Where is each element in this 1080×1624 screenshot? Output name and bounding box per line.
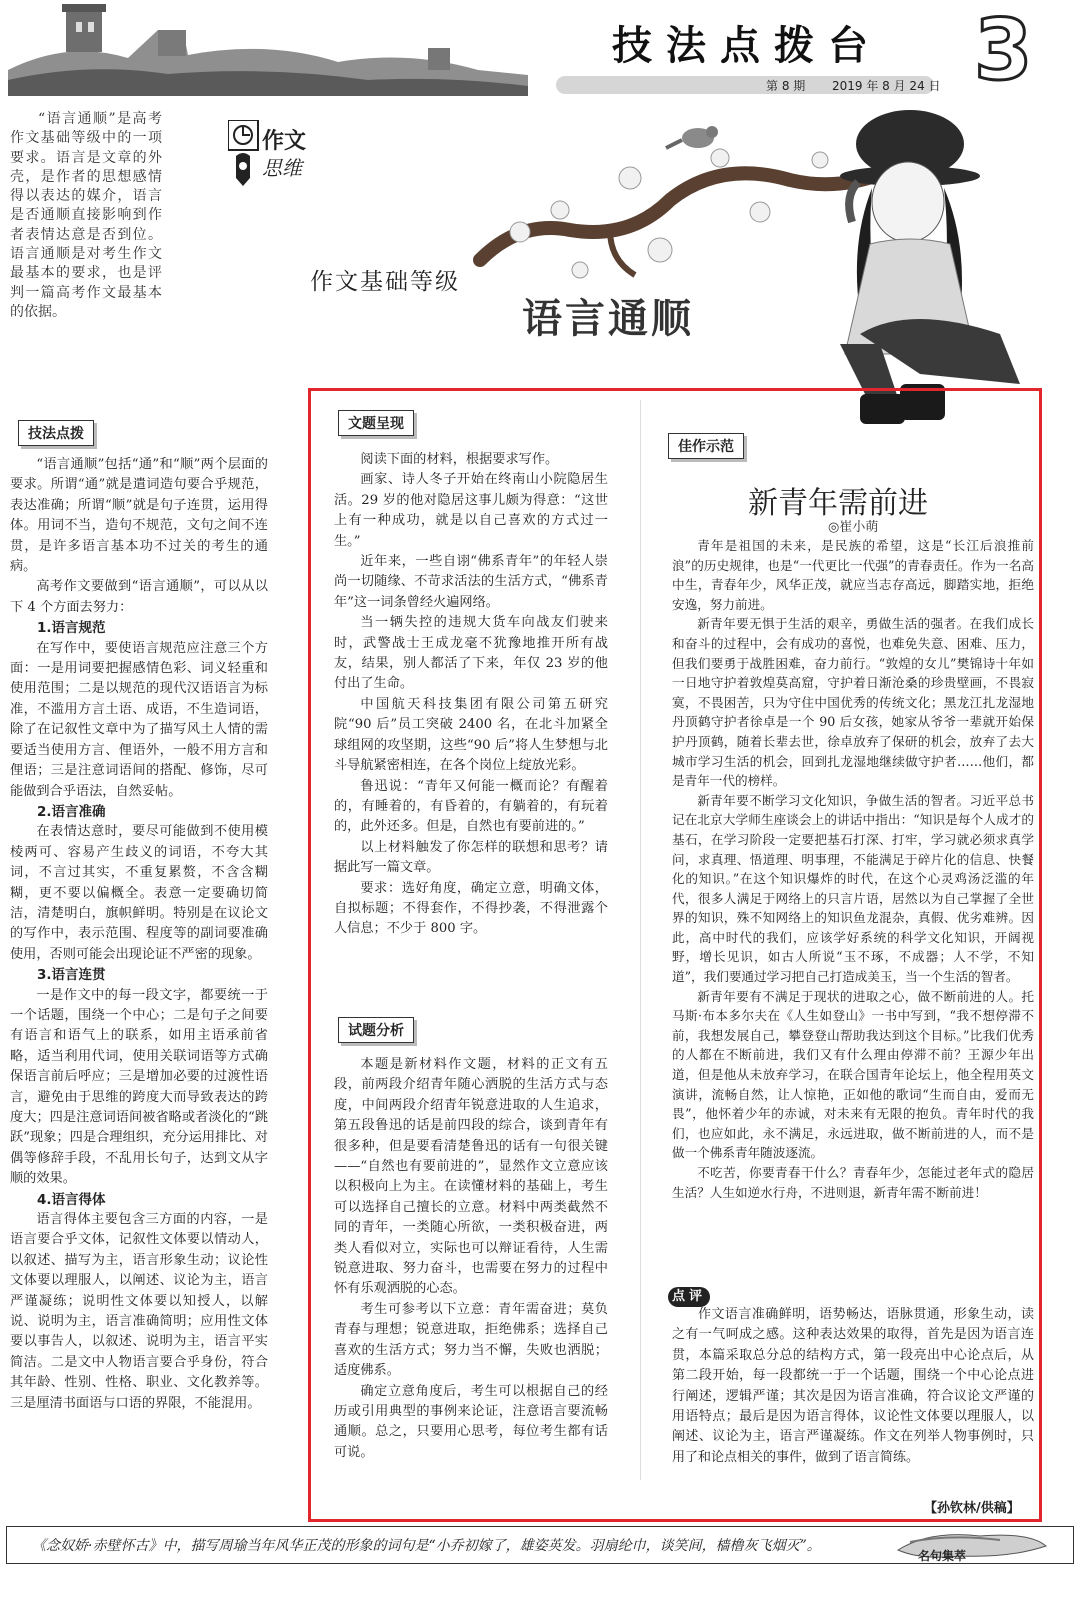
technique-subheading: 3.语言连贯 xyxy=(37,967,106,984)
technique-subheading: 2.语言准确 xyxy=(37,803,106,820)
essay-paragraph: 青年是祖国的未来，是民族的希望，这是“长江后浪推前浪”的历史规律，也是“一代更比一代强”的青春责任。作为一名高中生，青春年少，风华正茂，就应当志存高远，脚踏实地，拒绝安逸，努力前进。 xyxy=(672,538,1034,612)
essay-paragraph: 新青年要不断学习文化知识，争做生活的智者。习近平总书记在北京大学师生座谈会上的讲话中指出：“知识是每个人成才的基石，在学习阶段一定要把基石打深、打牢，学习就必须求真学问，求真理、悟道理、明事理，不能满足于碎片化的信息、快餐化的知识。”在这个知识爆炸的时代，在这个心灵鸡汤泛滥的年代，很多人满足于网络上的只言片语，居然以为自己掌握了全世界的知识，殊不知网络上的知识鱼龙混杂，真假、优劣难辨。因此，高中时代的我们，应该学好系统的科学文化知识，开阔视野，增长见识，如古人所说“玉不琢，不成器；人不学，不知道”，我们要通过学习把自己打造成美玉，当一个生活的智者。 xyxy=(672,792,1034,985)
prompt-paragraph: 画家、诗人冬子开始在终南山小院隐居生活。29 岁的他对隐居这事儿颇为得意：“这世上有一种成功，就是以自己喜欢的方式过一生。” xyxy=(334,472,608,549)
great-wall-illustration xyxy=(8,0,528,96)
footer-badge-text: 名句集萃 xyxy=(918,1549,967,1563)
technique-subheading: 1.语言规范 xyxy=(37,620,106,637)
prompt-paragraph: 阅读下面的材料，根据要求写作。 xyxy=(360,452,559,467)
technique-paragraph: 在表情达意时，要尽可能做到不使用模棱两可、容易产生歧义的词语，不夸大其词，不言过其实，不重复累赘，不含含糊糊，更不要以偏概全。表意一定要确切简洁，清楚明白，旗帜鲜明。特别是在议论文的写作中，表示范围、程度等的副词要准确使用，否则可能会出现论证不严密的现象。 xyxy=(10,824,268,962)
prompt-paragraph: 中国航天科技集团有限公司第五研究院“90 后”员工突破 2400 名，在北斗加紧全球组网的攻坚期，这些“90 后”将人生梦想与北斗导航紧密相连，在各个岗位上绽放光彩。 xyxy=(334,696,608,774)
comment-paragraph: 作文语言准确鲜明，语势畅达，语脉贯通，形象生动，读之有一气呵成之感。这种表达效果的取得，首先是因为语言连贯，本篇采取总分总的结构方式，第一段亮出中心论点后，从第二段开始，每一段都统一于一个话题，围绕一个中心论点进行阐述，逻辑严谨；其次是因为语言准确，符合议论文严谨的用语特点；最后是因为语言得体，议论性文体要以理服人，以阐述、议论为主，语言严谨凝练。作文在列举人物事例时，只用了和论点相关的事件，做到了语言简练。 xyxy=(672,1307,1034,1465)
analysis-column xyxy=(334,1055,608,1463)
technique-paragraph: 高考作文要做到“语言通顺”，可以从以下 4 个方面去努力： xyxy=(10,579,268,615)
technique-paragraph: 在写作中，要使语言规范应注意三个方面：一是用词要把握感情色彩、词义轻重和使用范围；二是以规范的现代汉语语言为标准，不滥用方言土语、成语，不生造词语，除了在记叙性文章中为了描写风土人情的需要适当使用方言、俚语外，一般不用方言和俚语；三是注意词语间的搭配、修饰，尽可能做到合乎语法，自然妥帖。 xyxy=(10,640,268,799)
page-header-title: 技法点拨台 xyxy=(612,23,882,69)
prompt-paragraph: 当一辆失控的违规大货车向战友们驶来时，武警战士王成龙毫不犹豫地推开所有战友，结果，别人都活了下来，年仅 23 岁的他付出了生命。 xyxy=(334,615,608,692)
section-label-sample-essay: 佳作示范 xyxy=(668,433,744,459)
prompt-column xyxy=(334,450,608,940)
prompt-paragraph: 鲁迅说：“青年又何能一概而论？有醒着的，有睡着的，有昏着的，有躺着的，有玩着的，此外还多。但是，自然也有要前进的。” xyxy=(334,778,608,835)
technique-subheading: 4.语言得体 xyxy=(37,1191,106,1208)
analysis-paragraph: 本题是新材料作文题，材料的正文有五段，前两段介绍青年随心洒脱的生活方式与态度，中间两段介绍青年锐意进取的人生追求，第五段鲁迅的话是前四段的综合，谈到青年有很多种，但是要看清楚鲁迅的话有一句很关键——“自然也有要前进的”，显然作文立意应该以积极向上为主。在读懂材料的基础上，考生可以选择自己擅长的立意。材料中两类截然不同的青年，一类随心所欲，一类积极奋进，两类人看似对立，实际也可以辩证看待，人生需锐意进取、努力奋斗，也需要在努力的过程中怀有乐观洒脱的心态。 xyxy=(334,1057,608,1297)
banner-title: 语言通顺 xyxy=(522,295,694,342)
essay-author: ◎崔小萌 xyxy=(828,520,879,535)
analysis-paragraph: 确定立意角度后，考生可以根据自己的经历或引用典型的事例来论证，注意语言要流畅通顺。总之，只要用心思考，每位考生都有话可说。 xyxy=(334,1383,608,1460)
essay-paragraph: 新青年要无惧于生活的艰辛，勇做生活的强者。在我们成长和奋斗的过程中，会有成功的喜悦，也难免失意、困难、压力，但我们要勇于战胜困难，奋力前行。“敦煌的女儿”樊锦诗十年如一日地守护着敦煌莫高窟，守护着日渐沧桑的珍贵壁画，不畏寂寞，不畏困苦，只为守住中国优秀的传统文化；黑龙江扎龙湿地丹顶鹤守护者徐卓是一个 90 后女孩，她家从爷爷一辈就开始保护丹顶鹤，随着长辈去世，徐卓放弃了保研的机会，放弃了去大城市学习生活的机会，回到扎龙湿地继续做守护者……他们，都是青年一代的榜样。 xyxy=(672,616,1034,789)
footer-quote: 《念奴娇·赤壁怀古》中，描写周瑜当年风华正茂的形象的词句是“小乔初嫁了，雄姿英发。羽扇纶巾，谈笑间，樯橹灰飞烟灭”。 xyxy=(32,1538,821,1554)
technique-paragraph: 一是作文中的每一段文字，都要统一于一个话题，围绕一个中心；二是句子之间要有语言和语气上的联系，如用主语承前省略，适当利用代词，使用关联词语等方式确保语言前后呼应；三是增加必要的过渡性语言，避免由于思维的跨度大而导致表达的跨度大；四是注意词语间被省略或者淡化的“跳跃”现象；四是合理组织，充分运用排比、对偶等修辞手段，不乱用长句子，达到文从字顺的效果。 xyxy=(10,987,268,1187)
essay-paragraph: 不吃苦，你要青春干什么？青春年少，怎能过老年式的隐居生活？人生如逆水行舟，不进则退，新青年需不断前进！ xyxy=(672,1165,1034,1200)
prompt-paragraph: 以上材料触发了你怎样的联想和思考？请据此写一篇文章。 xyxy=(334,839,608,876)
logo-text-writing: 作文 xyxy=(262,129,307,154)
technique-column xyxy=(10,455,268,1414)
section-label-prompt: 文题呈现 xyxy=(338,410,414,436)
banner-subtitle: 作文基础等级 xyxy=(310,269,460,295)
section-label-technique: 技法点拨 xyxy=(18,420,94,446)
essay-title: 新青年需前进 xyxy=(748,486,928,521)
prompt-paragraph: 要求：选好角度，确定立意，明确文体，自拟标题；不得套作，不得抄袭，不得泄露个人信息；不少于 800 字。 xyxy=(334,880,608,937)
logo-text-thinking: 思维 xyxy=(262,156,302,180)
essay-paragraph: 新青年要有不满足于现状的进取之心，做不断前进的人。托马斯·布本多尔夫在《人生如登山》一书中写到，“我不想停滞不前，我想发展自己，攀登登山帮助我达到这个目标。”比我们优秀的人都在不断前进，我们又有什么理由停滞不前？王源少年出道，但是他从未放弃学习，在联合国青年论坛上，他全程用英文演讲，流畅自然，让人惊艳，正如他的歌词“生而自由，爱而无畏”，他怀着少年的赤诚，对未来有无限的抱负。青年时代的我们，也应如此，永不满足，永远进取，做不断前进的人，而不是做一个佛系青年随波逐流。 xyxy=(672,988,1034,1161)
analysis-paragraph: 考生可参考以下立意：青年需奋进；莫负青春与理想；锐意进取，拒绝佛系；选择自己喜欢的生活方式；努力当不懈，失败也洒脱；适度佛系。 xyxy=(334,1301,608,1379)
famous-quotes-badge-icon xyxy=(890,1528,1050,1562)
issue-number: 第 8 期 xyxy=(766,79,806,93)
essay-column xyxy=(672,536,1034,1202)
comment-badge: 点评 xyxy=(668,1287,710,1307)
technique-paragraph: 语言得体主要包含三方面的内容，一是语言要合乎文体，记叙性文体要以情动人，以叙述、描写为主，语言形象生动；议论性文体要以理服人，以阐述、议论为主，语言严谨凝练；说明性文体要以知授人，以解说、说明为主，语言准确简明；应用性文体要以事告人，以叙述、说明为主，语言平实简洁。二是文中人物语言要合乎身份，符合其年龄、性别、性格、职业、文化教养等。三是厘清书面语与口语的界限，不能混用。 xyxy=(10,1212,268,1411)
technique-paragraph: “语言通顺”包括“通”和“顺”两个层面的要求。所谓“通”就是遣词造句要合乎规范，表达准确；所谓“顺”就是句子连贯，运用得体。用词不当，造句不规范，文句之间不连贯，是许多语言基本功不过关的考生的通病。 xyxy=(10,457,268,575)
column-divider xyxy=(640,400,641,1480)
comment-column xyxy=(672,1305,1034,1468)
page-number: 3 xyxy=(974,1,1033,99)
contributor-credit: 【孙钦林/供稿】 xyxy=(924,1501,1020,1516)
issue-date: 2019 年 8 月 24 日 xyxy=(832,79,941,93)
prompt-paragraph: 近年来，一些自诩“佛系青年”的年轻人崇尚一切随缘、不苛求活法的生活方式，“佛系青年”这一词条曾经火遍网络。 xyxy=(334,554,608,610)
section-label-analysis: 试题分析 xyxy=(338,1017,414,1043)
intro-paragraph: “语言通顺”是高考作文基础等级中的一项要求。语言是文章的外壳，是作者的思想感情得以表达的媒介，语言是否通顺直接影响到作者表情达意是否到位。语言通顺是对考生作文最基本的要求，也是评判一篇高考作文最基本的依据。 xyxy=(10,111,162,320)
